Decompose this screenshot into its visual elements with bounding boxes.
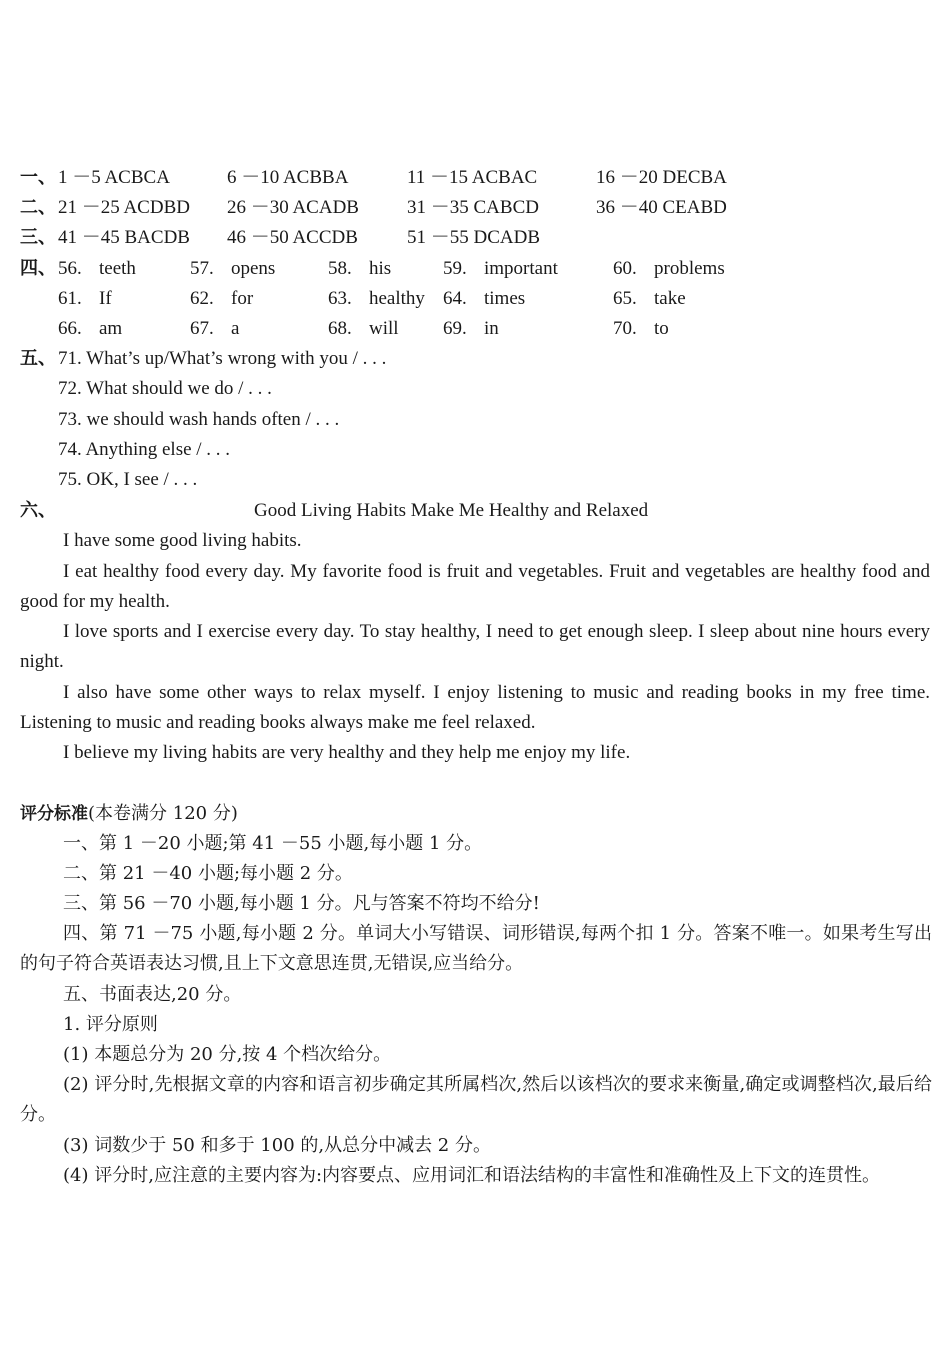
- answer-word: problems: [654, 258, 725, 279]
- criteria-line: 四、第 71 －75 小题,每小题 2 分。单词大小写错误、词形错误,每两个扣 1 分。答案不唯一。如果考生写出的句子符合英语表达习惯,且上下文意思连贯,无错误,应当给分。: [20, 923, 932, 975]
- sentence-answer: 73. we should wash hands often / . . .: [58, 409, 340, 430]
- answer-word: If: [99, 288, 112, 309]
- answer-group: 31 －35 CABCD: [407, 197, 539, 218]
- answer-group: 51 －55 DCADB: [407, 227, 541, 248]
- item-number: 61.: [58, 288, 82, 309]
- criteria-line: 五、书面表达,20 分。: [63, 984, 242, 1005]
- section-label: 六、: [20, 500, 56, 521]
- criteria-line: 三、第 56 －70 小题,每小题 1 分。凡与答案不符均不给分!: [63, 893, 540, 914]
- item-number: 69.: [443, 318, 467, 339]
- answer-group: 6 －10 ACBBA: [227, 167, 349, 188]
- sentence-answer: 71. What’s up/What’s wrong with you / . . .: [58, 348, 387, 369]
- criteria-line: (3) 词数少于 50 和多于 100 的,从总分中减去 2 分。: [63, 1135, 491, 1156]
- section-label: 四、: [20, 258, 56, 279]
- answer-group: 41 －45 BACDB: [58, 227, 190, 248]
- item-number: 58.: [328, 258, 352, 279]
- item-number: 63.: [328, 288, 352, 309]
- item-number: 67.: [190, 318, 214, 339]
- sentence-answer: 75. OK, I see / . . .: [58, 469, 198, 490]
- criteria-line: 1. 评分原则: [63, 1014, 158, 1035]
- item-number: 62.: [190, 288, 214, 309]
- answer-group: 36 －40 CEABD: [596, 197, 727, 218]
- item-number: 70.: [613, 318, 637, 339]
- section-label: 一、: [20, 167, 56, 188]
- criteria-line: (4) 评分时,应注意的主要内容为:内容要点、应用词汇和语法结构的丰富性和准确性及上下文的连贯性。: [63, 1165, 881, 1186]
- answer-word: his: [369, 258, 392, 279]
- essay-paragraph: I love sports and I exercise every day. To stay healthy, I need to get enough sleep. I sleep about nine hours every night.: [20, 621, 930, 673]
- essay-paragraph: I have some good living habits.: [63, 530, 302, 551]
- criteria-heading-row: [20, 802, 238, 826]
- item-number: 57.: [190, 258, 214, 279]
- answer-word: healthy: [369, 288, 425, 309]
- sentence-answer: 72. What should we do / . . .: [58, 378, 272, 399]
- answer-word: opens: [231, 258, 276, 279]
- answer-word: take: [654, 288, 686, 309]
- criteria-heading-note: (本卷满分 120 分): [88, 803, 238, 824]
- criteria-line: 一、第 1 －20 小题;第 41 －55 小题,每小题 1 分。: [63, 833, 483, 854]
- criteria-heading: 评分标准: [20, 804, 88, 824]
- section-label: 五、: [20, 348, 56, 369]
- essay-paragraph: I eat healthy food every day. My favorite food is fruit and vegetables. Fruit and vegetables are healthy food and good for my health.: [20, 561, 930, 613]
- answer-group: 16 －20 DECBA: [596, 167, 727, 188]
- criteria-line: 二、第 21 －40 小题;每小题 2 分。: [63, 863, 353, 884]
- answer-group: 46 －50 ACCDB: [227, 227, 358, 248]
- answer-group: 11 －15 ACBAC: [407, 167, 538, 188]
- item-number: 56.: [58, 258, 82, 279]
- answer-group: 21 －25 ACDBD: [58, 197, 190, 218]
- item-number: 59.: [443, 258, 467, 279]
- answer-group: 1 －5 ACBCA: [58, 167, 170, 188]
- item-number: 66.: [58, 318, 82, 339]
- answer-word: am: [99, 318, 123, 339]
- answer-group: 26 －30 ACADB: [227, 197, 359, 218]
- item-number: 60.: [613, 258, 637, 279]
- answer-word: a: [231, 318, 240, 339]
- item-number: 68.: [328, 318, 352, 339]
- answer-word: important: [484, 258, 558, 279]
- answer-word: for: [231, 288, 254, 309]
- answer-word: in: [484, 318, 499, 339]
- item-number: 64.: [443, 288, 467, 309]
- sentence-answer: 74. Anything else / . . .: [58, 439, 231, 460]
- section-label: 三、: [20, 227, 56, 248]
- criteria-line: (2) 评分时,先根据文章的内容和语言初步确定其所属档次,然后以该档次的要求来衡量,确定或调整档次,最后给分。: [20, 1074, 932, 1126]
- answer-word: will: [369, 318, 399, 339]
- answer-word: to: [654, 318, 669, 339]
- answer-word: teeth: [99, 258, 136, 279]
- criteria-line: (1) 本题总分为 20 分,按 4 个档次给分。: [63, 1044, 392, 1065]
- section-label: 二、: [20, 197, 56, 218]
- essay-title: Good Living Habits Make Me Healthy and Relaxed: [254, 500, 649, 521]
- essay-paragraph: I believe my living habits are very healthy and they help me enjoy my life.: [63, 742, 631, 763]
- answer-word: times: [484, 288, 526, 309]
- essay-paragraph: I also have some other ways to relax myself. I enjoy listening to music and reading books in my free time. Listening to music and reading books always make me feel relaxed.: [20, 682, 930, 734]
- item-number: 65.: [613, 288, 637, 309]
